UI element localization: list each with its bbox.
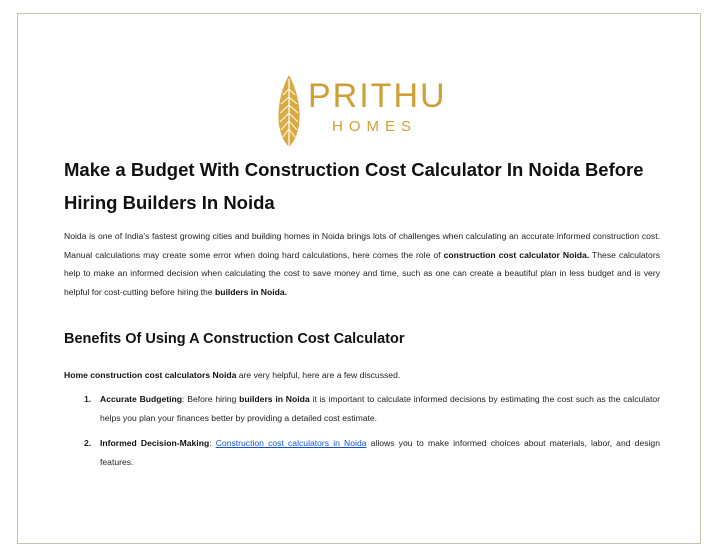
benefits-list [84,390,660,479]
list-item [84,390,660,427]
lead-text: are very helpful, here are a few discussed. [236,370,401,380]
calculator-link[interactable]: Construction cost calculators in Noida [215,438,367,449]
intro-bold-1: construction cost calculator Noida. [443,249,590,260]
list-item [84,434,660,471]
intro-text-2: These calculators help to make an informed decision when calculating the cost to save money and time, such as one can create a beautiful plan in less budget and is very helpful for cost-cutting before hiring the [64,249,660,298]
benefit-title: Informed Decision-Making [100,438,210,449]
benefit-text: allows you to make informed choices about materials, labor, and design features. [100,438,660,468]
section-heading: Benefits Of Using A Construction Cost Calculator [64,331,405,347]
benefit-bold: builders in Noida [239,394,310,404]
page-title: Make a Budget With Construction Cost Calculator In Noida Before Hiring Builders In Noida [64,159,644,213]
brand-tagline: HOMES [332,118,418,135]
benefit-title: Accurate Budgeting [100,394,183,404]
intro-bold-2: builders in Noida. [214,287,288,298]
benefit-text: : Before hiring [182,394,240,404]
section-lead [64,366,660,385]
intro-text-1: Noida is one of India's fastest growing cities and building homes in Noida brings lots of challenges when calculating an accurate informed construction cost. Manual calculations may create some error when doing hard calculations, here comes the role of [64,231,660,260]
brand-logo [276,73,456,149]
list-number: 2. [84,438,92,449]
list-number: 1. [84,394,92,404]
lead-bold: Home construction cost calculators Noida [64,370,237,380]
benefit-text: : [209,438,216,449]
brand-name: PRITHU [308,77,447,115]
gold-leaf-icon [276,73,302,149]
intro-paragraph [64,227,660,302]
benefit-text: it is important to calculate informed decisions by estimating the cost such as the calculator helps you plan your finances better by providing a detailed cost estimate. [100,394,660,423]
